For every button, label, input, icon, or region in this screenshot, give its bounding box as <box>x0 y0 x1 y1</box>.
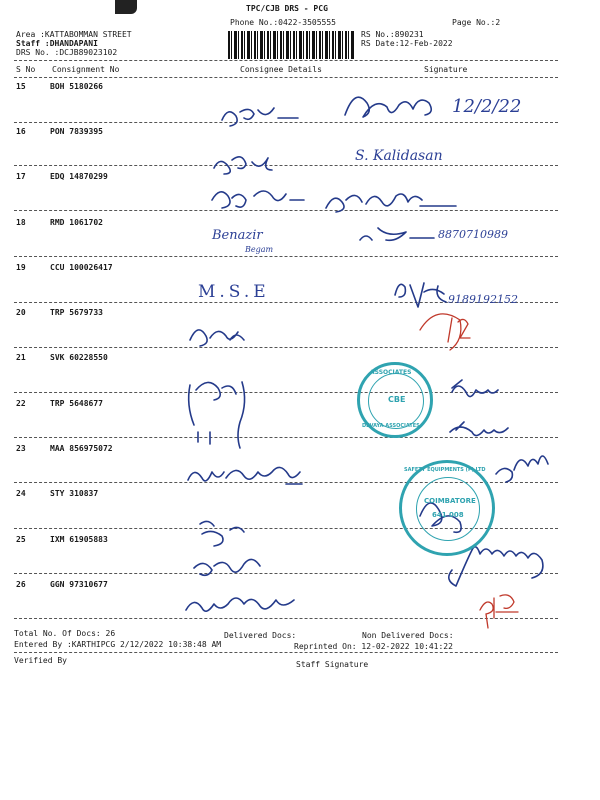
row-consignment: PON 7839395 <box>50 127 103 136</box>
stamp-safety-equipments <box>399 460 495 556</box>
stamp-safety-pin: 641 008 <box>432 511 464 519</box>
row-sno: 25 <box>16 535 26 544</box>
rs-number: RS No.:890231 <box>361 30 424 39</box>
row-consignment: SVK 60228550 <box>50 353 108 362</box>
row-consignment: TRP 5648677 <box>50 399 103 408</box>
signature-row-19 <box>395 283 446 307</box>
hw-name-19: M.S.E <box>198 282 270 302</box>
entered-by: Entered By :KARTHIPCG 2/12/2022 10:38:48 AM <box>14 640 222 649</box>
row-sno: 23 <box>16 444 26 453</box>
total-docs: Total No. Of Docs: 26 <box>14 629 116 638</box>
col-sno: S No <box>16 65 36 74</box>
signature-row-18 <box>360 228 434 240</box>
area: Area :KATTABOMMAN STREET <box>16 30 132 39</box>
report-title: TPC/CJB DRS - PCG <box>246 4 328 13</box>
row-consignment: TRP 5679733 <box>50 308 103 317</box>
row-consignment: STY 310837 <box>50 489 99 498</box>
row-consignment: BOH 5180266 <box>50 82 103 91</box>
signature-row-23 <box>188 456 548 484</box>
hw-phone-18: 8870710989 <box>438 228 508 241</box>
col-signature: Signature <box>424 65 468 74</box>
verified-by: Verified By <box>14 656 67 665</box>
staff-signature: Staff Signature <box>296 660 369 669</box>
phone-number: Phone No.:0422-3505555 <box>230 18 336 27</box>
signature-row-17 <box>212 191 456 212</box>
col-consignee-details: Consignee Details <box>240 65 322 74</box>
row-sno: 15 <box>16 82 26 91</box>
hw-name-18: Benazir <box>212 228 263 243</box>
reprinted-on: Reprinted On: 12-02-2022 10:41:22 <box>294 642 453 651</box>
stamp-safety-city: COIMBATORE <box>424 497 476 505</box>
row-sno: 22 <box>16 399 26 408</box>
signature-row-20 <box>190 314 470 350</box>
hw-sub-18: Begam <box>245 245 274 254</box>
row-sno: 26 <box>16 580 26 589</box>
row-sno: 19 <box>16 263 26 272</box>
row-sno: 18 <box>16 218 26 227</box>
stamp-devaya-city: CBE <box>388 395 406 404</box>
row-sno: 20 <box>16 308 26 317</box>
row-sno: 17 <box>16 172 26 181</box>
row-consignment: CCU 100026417 <box>50 263 113 272</box>
signature-rows-21-22 <box>189 380 508 448</box>
stamp-devaya-name: ASSOCIATES <box>370 369 412 376</box>
non-delivered-docs: Non Delivered Docs: <box>362 631 454 640</box>
row-consignment: IXM 61905883 <box>50 535 108 544</box>
drs-number: DRS No. :DCJB89023102 <box>16 48 118 57</box>
staff: Staff :DHANDAPANI <box>16 39 98 48</box>
col-consignment: Consignment No <box>52 65 120 74</box>
hw-signature-16: S. Kalidasan <box>355 148 443 164</box>
signature-row-15 <box>222 97 431 126</box>
signature-row-16 <box>214 157 272 174</box>
row-sno: 24 <box>16 489 26 498</box>
rs-date: RS Date:12-Feb-2022 <box>361 39 453 48</box>
page-number: Page No.:2 <box>452 18 501 27</box>
signature-row-26 <box>186 559 518 628</box>
stamp-devaya-associates <box>357 362 433 438</box>
stamp-safety-label: SAFETY EQUIPMENTS (P) LTD <box>404 467 486 473</box>
row-sno: 16 <box>16 127 26 136</box>
row-consignment: MAA 856975072 <box>50 444 113 453</box>
stamp-devaya-label: DEVAYA ASSOCIATES <box>362 423 420 429</box>
hw-phone-19: 9189192152 <box>448 293 518 306</box>
hw-date: 12/2/22 <box>452 96 522 117</box>
delivered-docs: Delivered Docs: <box>224 631 297 640</box>
row-sno: 21 <box>16 353 26 362</box>
signature-row-25 <box>200 521 543 586</box>
row-consignment: EDQ 14870299 <box>50 172 108 181</box>
row-consignment: RMD 1061702 <box>50 218 103 227</box>
row-consignment: GGN 97310677 <box>50 580 108 589</box>
